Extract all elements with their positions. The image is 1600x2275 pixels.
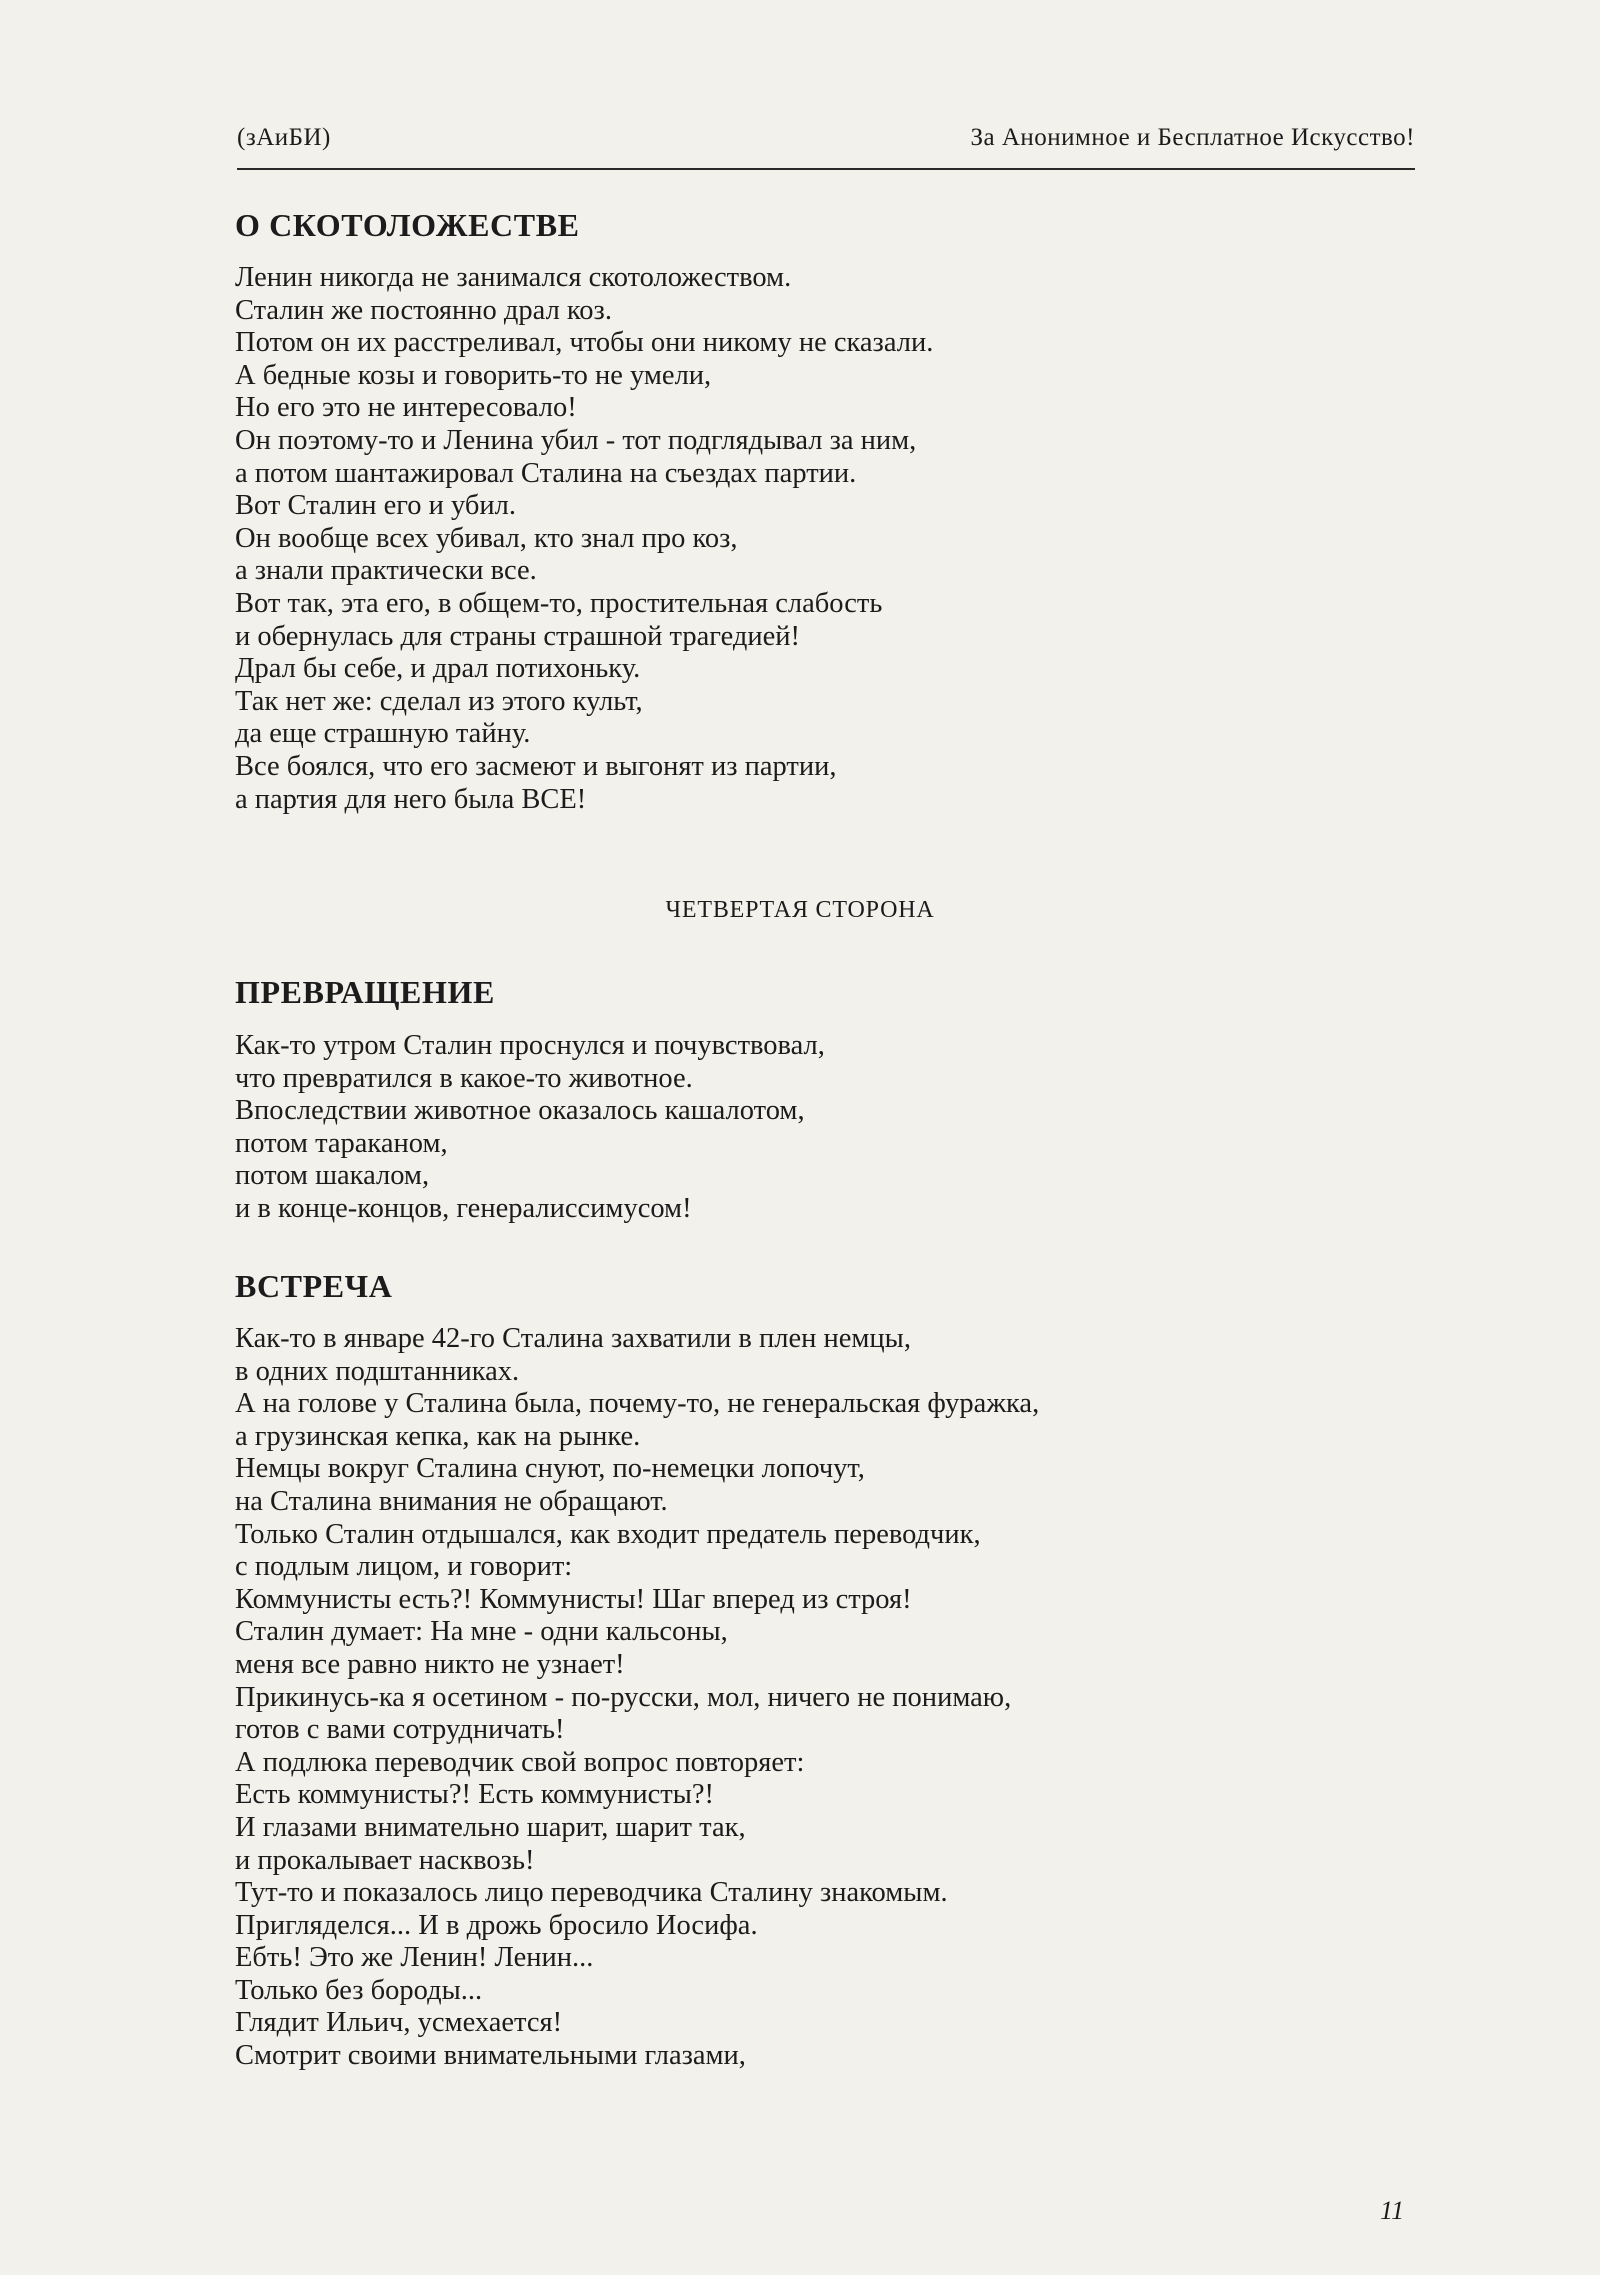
text-line: Глядит Ильич, усмехается! (235, 2007, 563, 2039)
text-line: меня все равно никто не узнает! (235, 1648, 625, 1680)
text-line: Как-то утром Сталин проснулся и почувствовал, (235, 1030, 825, 1061)
text-line: и прокалывает насквозь! (235, 1844, 535, 1876)
text-line: и обернулась для страны страшной трагедией! (235, 620, 800, 652)
text-line: Пригляделся... И в дрожь бросило Иосифа. (235, 1909, 758, 1941)
text-line: Потом он их расстреливал, чтобы они никому не сказали. (235, 327, 934, 359)
text-line: Драл бы себе, и драл потихоньку. (235, 653, 641, 685)
text-line: а грузинская кепка, как на рынке. (235, 1420, 641, 1452)
text-line: Сталин думает: На мне - одни кальсоны, (235, 1616, 728, 1648)
text-line: Вот Сталин его и убил. (235, 490, 517, 522)
text-line: Только Сталин отдышался, как входит предатель переводчик, (235, 1518, 981, 1550)
text-line: Вот так, эта его, в общем-то, простительная слабость (235, 587, 883, 619)
text-line: И глазами внимательно шарит, шарит так, (235, 1811, 746, 1843)
text-line: А подлюка переводчик свой вопрос повторяет: (235, 1746, 805, 1778)
text-line: а партия для него была ВСЕ! (235, 783, 587, 815)
text-line: Смотрит своими внимательными глазами, (235, 2040, 746, 2072)
side-heading: ЧЕТВЕРТАЯ СТОРОНА (665, 897, 935, 923)
text-line: потом тараканом, (235, 1127, 448, 1159)
text-line: Так нет же: сделал из этого культ, (235, 685, 643, 717)
text-line: Как-то в январе 42-го Сталина захватили в плен немцы, (235, 1323, 911, 1354)
section-vstrecha (235, 1266, 1335, 2073)
text-line: А бедные козы и говорить-то не умели, (235, 359, 712, 391)
text-line: что превратился в какое-то животное. (235, 1062, 693, 1094)
text-line: Ебть! Это же Ленин! Ленин... (235, 1942, 594, 1974)
section-title: О СКОТОЛОЖЕСТВЕ (235, 207, 580, 243)
text-line: Впоследствии животное оказалось кашалотом, (235, 1095, 805, 1127)
text-line: потом шакалом, (235, 1160, 430, 1192)
text-line: Прикинусь-ка я осетином - по-русски, мол, ничего не понимаю, (235, 1681, 1012, 1713)
text-line: готов с вами сотрудничать! (235, 1714, 565, 1746)
text-line: да еще страшную тайну. (235, 718, 531, 750)
text-line: Но его это не интересовало! (235, 392, 577, 424)
text-line: Ленин никогда не занимался скотоложеством. (235, 262, 792, 293)
text-line: на Сталина внимания не обращают. (235, 1485, 668, 1517)
text-line: Есть коммунисты?! Есть коммунисты?! (235, 1779, 715, 1811)
section-title: ПРЕВРАЩЕНИЕ (235, 974, 495, 1010)
text-line: Тут-то и показалось лицо переводчика Сталину знакомым. (235, 1877, 948, 1909)
section-prevrashchenie (235, 972, 1335, 1226)
section-title: ВСТРЕЧА (235, 1268, 393, 1304)
text-line: Все боялся, что его засмеют и выгонят из партии, (235, 750, 837, 782)
text-line: а знали практически все. (235, 555, 537, 587)
text-line: Немцы вокруг Сталина снуют, по-немецки лопочут, (235, 1453, 865, 1485)
poem-lines (235, 262, 1335, 816)
text-line: Он поэтому-то и Ленина убил - тот подглядывал за ним, (235, 424, 917, 456)
header-left: (зАиБИ) (237, 124, 331, 151)
text-line: А на голове у Сталина была, почему-то, не генеральская фуражка, (235, 1388, 1040, 1420)
text-line: Только без бороды... (235, 1974, 483, 2006)
section-o-skotolozhestve (235, 205, 1335, 816)
text-line: Сталин же постоянно драл коз. (235, 294, 612, 326)
text-line: а потом шантажировал Сталина на съездах партии. (235, 457, 857, 489)
text-line: Коммунисты есть?! Коммунисты! Шаг вперед из строя! (235, 1583, 912, 1615)
poem-lines (235, 1030, 1335, 1226)
text-line: и в конце-концов, генералиссимусом! (235, 1192, 692, 1224)
running-header (237, 124, 1415, 160)
page-number: 11 (1380, 2196, 1405, 2225)
text-line: в одних подштанниках. (235, 1355, 520, 1387)
text-line: с подлым лицом, и говорит: (235, 1551, 573, 1583)
text-line: Он вообще всех убивал, кто знал про коз, (235, 522, 738, 554)
poem-lines (235, 1323, 1335, 2073)
header-rule (237, 168, 1415, 170)
header-right: За Анонимное и Бесплатное Искусство! (970, 124, 1415, 151)
